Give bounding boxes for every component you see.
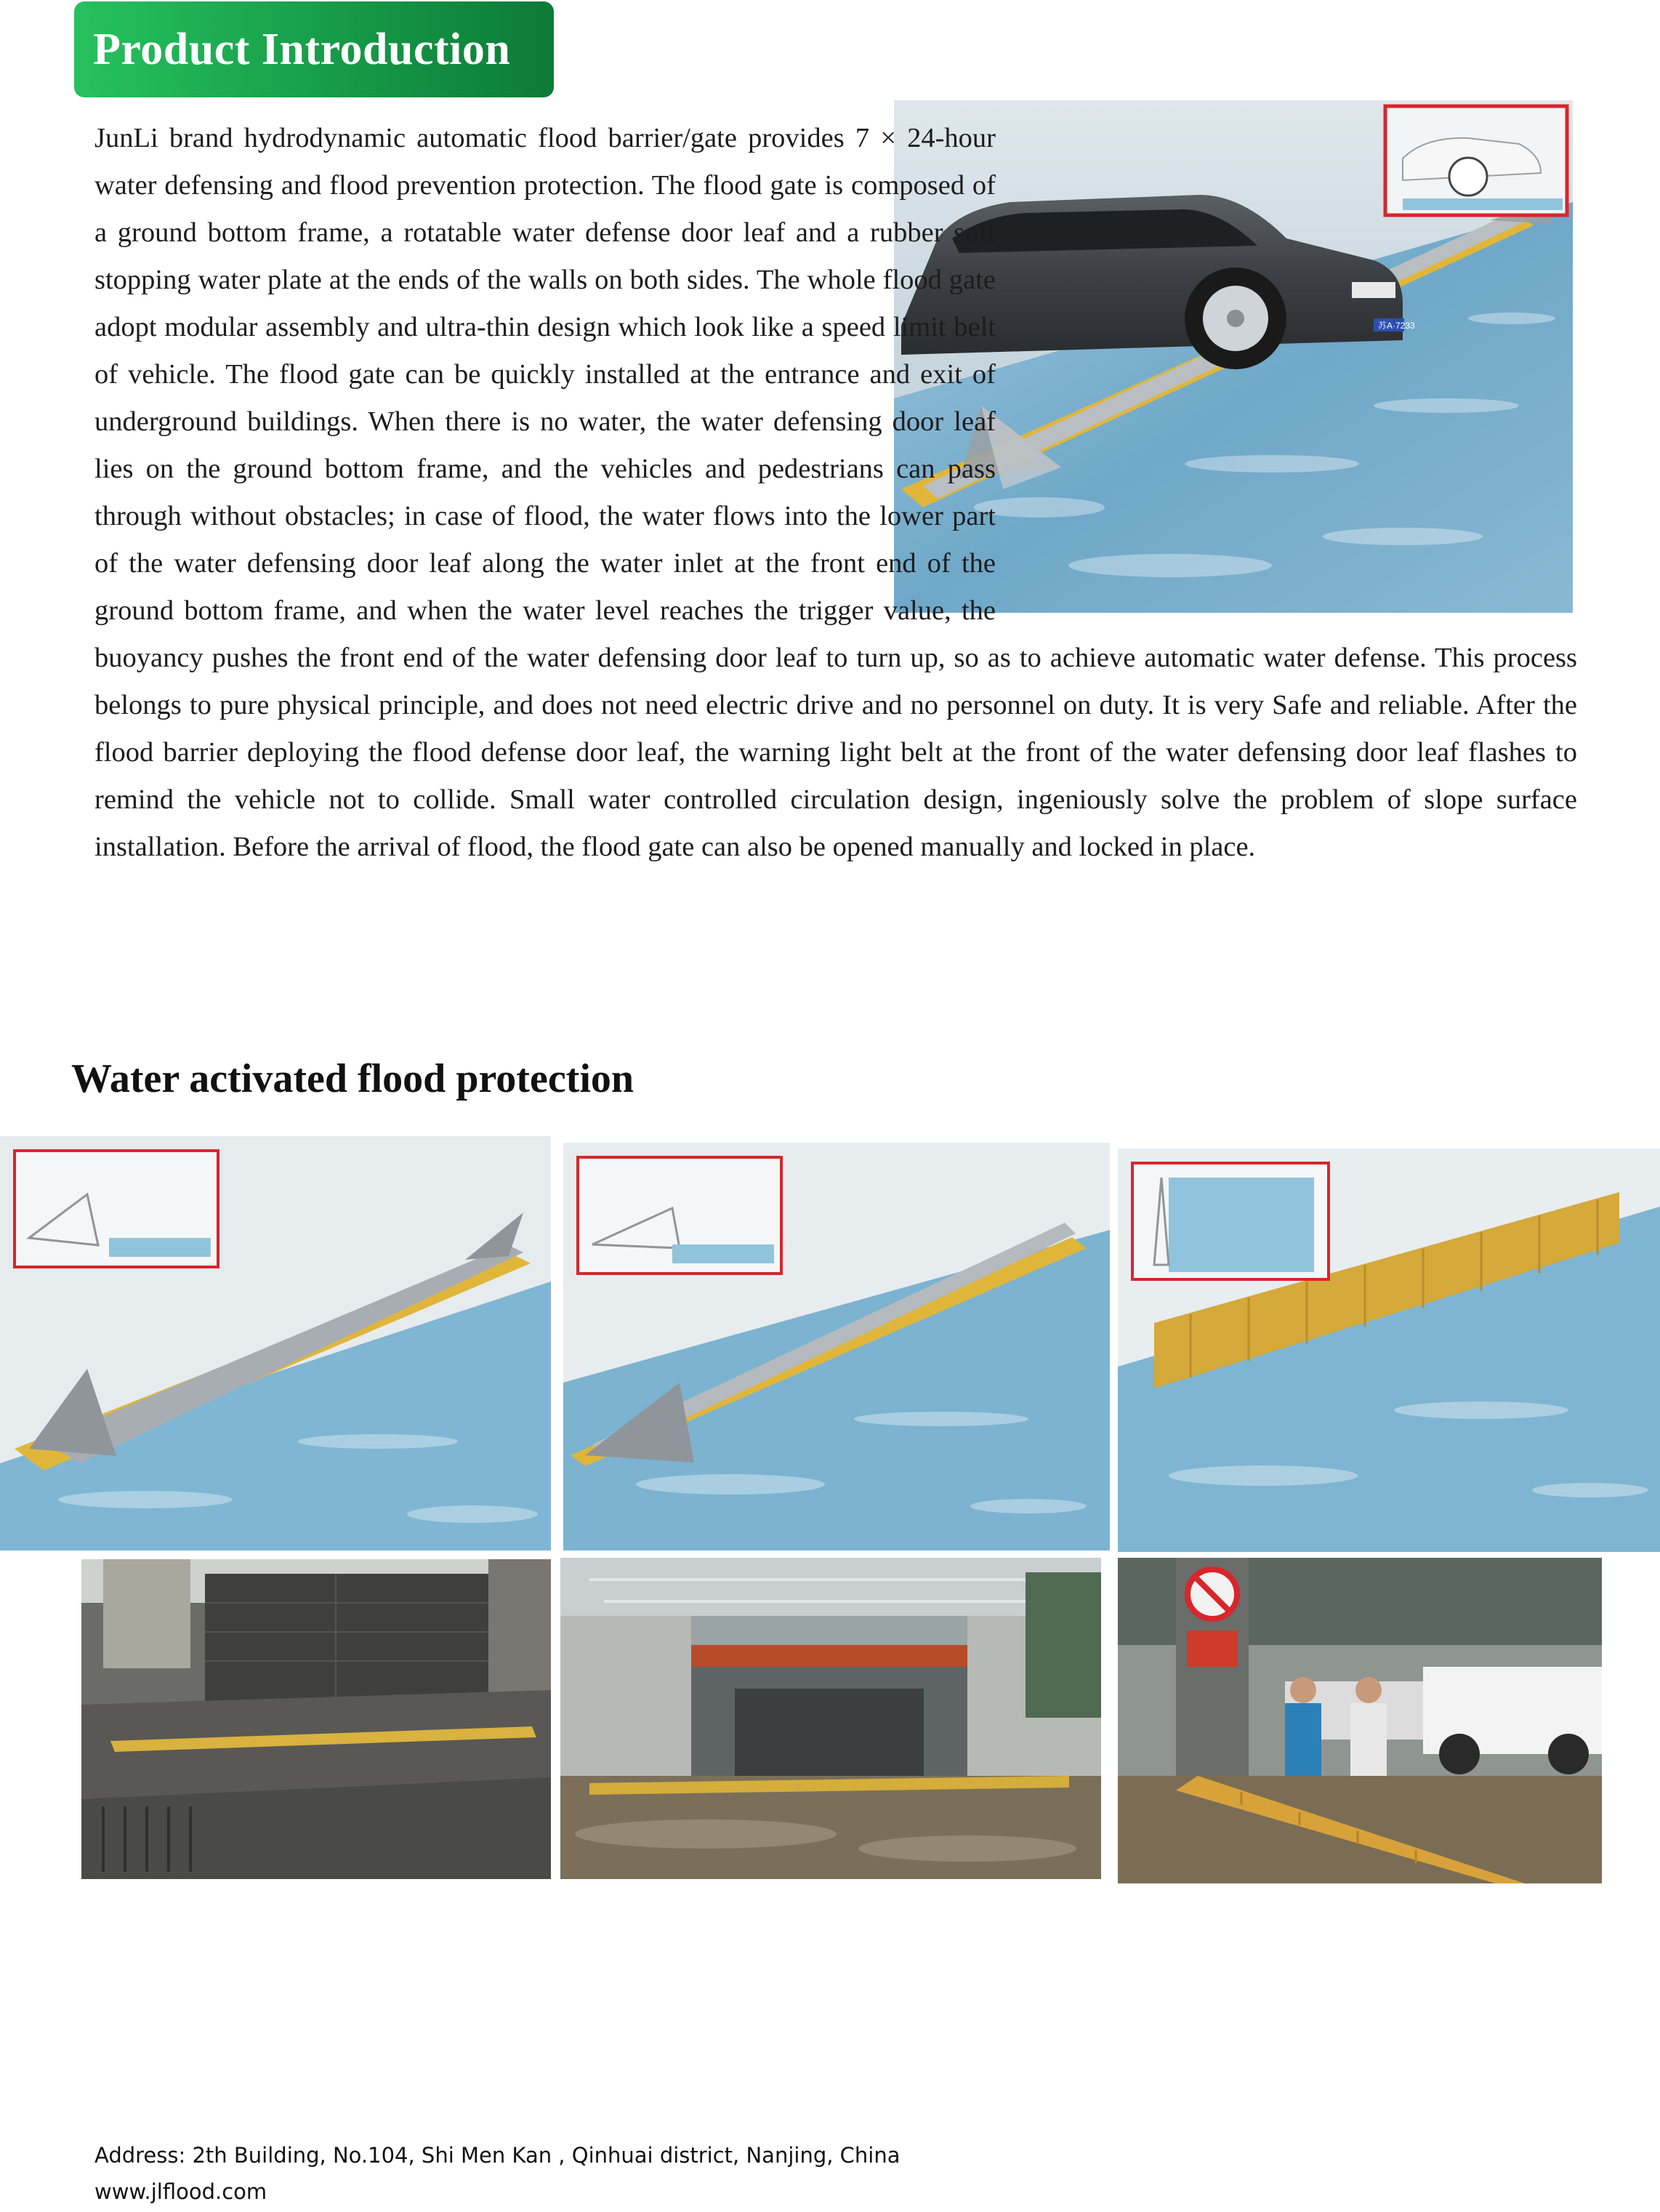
section-header-badge bbox=[74, 1, 554, 97]
render-barrier-deployed bbox=[1118, 1149, 1660, 1552]
section-title-water-activated: Water activated flood protection bbox=[71, 1056, 634, 1101]
photo-garage-entrance-flooded bbox=[560, 1558, 1101, 1879]
hero-image-float-spacer bbox=[996, 115, 1577, 628]
section-title-product-introduction: Product Introduction bbox=[93, 24, 511, 74]
intro-paragraph: JunLi brand hydrodynamic automatic flood barrier/gate provides 7 × 24-hour water defensing and flood prevention protection. The flood gate is composed of a ground bottom frame, a rotatable water defense door leaf and a rubber soft stopping water plate at the ends of the walls on both sides. The whole flood gate adopt modular assembly and ultra-thin design which look like a speed limit belt of vehicle. The flood gate can be quickly installed at the entrance and exit of underground buildings. When there is no water, the water defensing door leaf lies on the ground bottom frame, and the vehicles and pedestrians can pass through without obstacles; in case of flood, the water flows into the lower part of the water defensing door leaf along the water inlet at the front end of the ground bottom frame, and when the water level reaches the trigger value, the buoyancy pushes the front end of the water defensing door leaf to turn up, so as to achieve automatic water defense. This process belongs to pure physical principle, and does not need electric drive and no personnel on duty. It is very Safe and reliable. After the flood barrier deploying the flood defense door leaf, the warning light belt at the front of the water defensing door leaf flashes to remind the vehicle not to collide. Small water controlled circulation design, ingeniously solve the problem of slope surface installation. Before the arrival of flood, the flood gate can also be opened manually and locked in place. bbox=[94, 123, 1577, 862]
footer-website-link[interactable]: www.jlflood.com bbox=[94, 2179, 267, 2204]
intro-paragraph-container bbox=[94, 115, 1577, 871]
photo-installed-gate-entrance bbox=[81, 1559, 551, 1879]
footer bbox=[94, 2137, 900, 2210]
render-barrier-flat bbox=[0, 1136, 551, 1551]
hero-plate-text: 苏A·7233 bbox=[1378, 321, 1415, 331]
photo-deployed-gate-people bbox=[1118, 1558, 1602, 1883]
render-barrier-rising bbox=[563, 1143, 1110, 1551]
footer-address: Address: 2th Building, No.104, Shi Men Kan , Qinhuai district, Nanjing, China bbox=[94, 2143, 900, 2168]
